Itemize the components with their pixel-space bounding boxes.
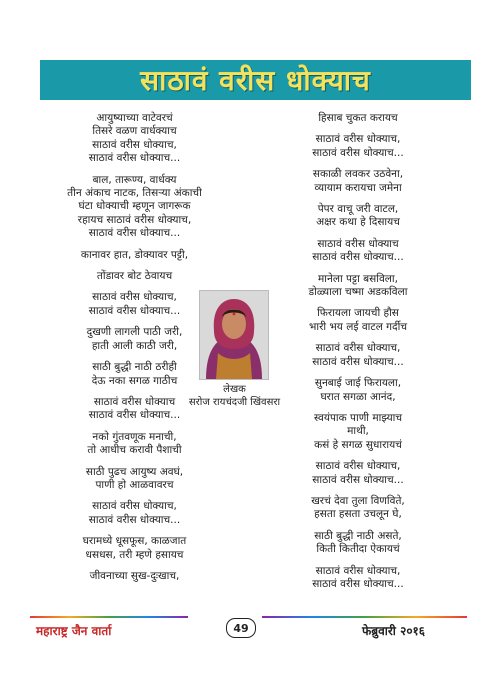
author-credit — [182, 383, 287, 409]
poem-stanza — [52, 535, 217, 562]
poem-line: साठावं वरीस धोक्याच... — [88, 152, 181, 165]
poem-line: साठावं वरीस धोक्याच — [93, 395, 176, 408]
page-number: 49 — [226, 618, 256, 638]
poem-line: साठावं वरीस धोक्याच... — [88, 513, 181, 526]
poem-line: साठावं वरीस धोक्याच... — [312, 355, 404, 368]
poem-line: साठावं वरीस धोक्याच, — [92, 138, 177, 151]
poem-line: साठी बुद्धी नाठी ठरीही — [92, 361, 177, 374]
poem-line: हाती आली काठी जरी, — [91, 339, 178, 352]
poem-line: साठावं वरीस धोक्याच, — [315, 342, 401, 355]
poem-line: घरामध्ये धूसफूस, काळजात — [82, 535, 187, 548]
poem-stanza — [268, 495, 448, 522]
poem-line: घंटा धोक्याची म्हणून जागरूक — [78, 200, 191, 213]
poem-stanza — [268, 530, 448, 557]
poem-line: साठावं वरीस धोक्याच... — [312, 251, 404, 264]
poem-stanza — [52, 249, 217, 262]
poem-stanza — [268, 377, 448, 404]
poem-line: साठावं वरीस धोक्याच... — [88, 304, 181, 317]
poem-line: साठावं वरीस धोक्याच... — [312, 577, 404, 590]
poem-stanza — [268, 307, 448, 334]
author-name: सरोज रायचंदजी खिंवसरा — [188, 397, 281, 408]
poem-line: साठावं वरीस धोक्याच... — [88, 227, 181, 240]
poem-line: साठी पुढच आयुष्य अवघं, — [85, 465, 184, 478]
publication-name: महाराष्ट्र जैन वार्ता — [36, 624, 112, 638]
poem-stanza — [268, 133, 448, 160]
poem-stanza — [52, 174, 217, 241]
poem-left-column — [52, 112, 217, 591]
poem-line: खरचं देवा तुला विणविते, — [311, 494, 405, 507]
poem-line: भारी भय लई वाटल गर्दीच — [308, 320, 408, 333]
poem-stanza — [268, 203, 448, 230]
poem-right-column — [268, 112, 448, 599]
poem-line: जीवनाच्या सुख-दुःखाच, — [89, 569, 180, 582]
poem-stanza — [52, 500, 217, 527]
poem-line: नको गुंतवणूक मनाची, — [92, 430, 177, 443]
poem-stanza — [52, 291, 217, 318]
poem-line: तो आधीच करावी पैशाची — [87, 444, 182, 457]
poem-line: तीन अंकाच नाटक, तिसऱ्या अंकाची — [67, 187, 202, 200]
poem-line: देऊ नका सगळ गाठीच — [91, 374, 178, 387]
poem-stanza — [52, 326, 217, 353]
poem-line: सकाळी लवकर उठवेना, — [312, 168, 404, 181]
poem-line: व्यायाम करायचा जमेना — [314, 181, 402, 194]
poem-line: रहायच साठावं वरीस धोक्याच, — [77, 213, 192, 226]
footer-divider-right — [262, 616, 467, 618]
footer-divider-left — [30, 616, 188, 618]
poem-line: तिसरे वळण वार्धक्याच — [92, 125, 177, 138]
poem-stanza — [268, 412, 448, 452]
poem-line: घरात सगळा आनंद, — [320, 390, 396, 403]
poem-line: साठावं वरीस धोक्याच, — [92, 291, 177, 304]
poem-line: डोळ्याला चष्मा अडकविला — [308, 286, 408, 299]
poem-stanza — [52, 466, 217, 493]
title-banner — [40, 60, 471, 100]
poem-stanza — [268, 565, 448, 592]
poem-line: आयुष्याच्या वाटेवरचं — [96, 112, 173, 124]
poem-line: दुखणी लागली पाठी जरी, — [86, 326, 183, 339]
poem-stanza — [52, 570, 217, 583]
poem-line: साठावं वरीस धोक्याच... — [312, 146, 404, 159]
poem-line: हिसाब चुकत करायच — [318, 112, 398, 124]
poem-title: साठावं वरीस धोक्याच — [140, 64, 371, 97]
poem-line: मानेला पट्टा बसविला, — [318, 272, 398, 285]
poem-line: साठी बुद्धी नाठी असते, — [314, 529, 402, 542]
poem-stanza — [52, 270, 217, 283]
poem-line: धसधस, तरी म्हणे हसायच — [85, 548, 184, 561]
author-label: लेखक — [223, 384, 246, 395]
poem-line: साठावं वरीस धोक्याच — [317, 237, 399, 250]
author-photo — [199, 290, 269, 380]
poem-line: हसता हसता उचलून घे, — [314, 508, 402, 521]
poem-stanza — [268, 460, 448, 487]
poem-line: कानावर हात, डोक्यावर पट्टी, — [80, 248, 189, 261]
poem-line: माथी, — [347, 425, 369, 438]
poem-line: साठावं वरीस धोक्याच, — [315, 460, 401, 473]
poem-line: साठावं वरीस धोक्याच... — [312, 473, 404, 486]
poem-stanza — [52, 112, 217, 166]
poem-stanza — [268, 168, 448, 195]
poem-line: सुनबाई जाई फिरायला, — [314, 377, 402, 390]
poem-line: साठावं वरीस धोक्याच, — [92, 500, 177, 513]
poem-line: साठावं वरीस धोक्याच, — [315, 133, 401, 146]
poem-line: साठावं वरीस धोक्याच... — [88, 409, 181, 422]
poem-line: स्वयंपाक पाणी माझ्याच — [313, 411, 403, 424]
poem-line: पेपर वाचू जरी वाटल, — [317, 203, 399, 216]
poem-line: बाल, तारूण्य, वार्धक्य — [92, 173, 177, 186]
poem-line: साठावं वरीस धोक्याच, — [315, 564, 401, 577]
poem-line: पाणी हो आळवावरच — [95, 478, 174, 491]
poem-line: फिरायला जायची हौस — [317, 307, 399, 320]
poem-line: कसं हे सगळ सुधारायचं — [314, 438, 402, 451]
poem-stanza — [52, 431, 217, 458]
poem-stanza — [268, 238, 448, 265]
issue-date: फेब्रुवारी २०१६ — [362, 624, 426, 638]
poem-stanza — [268, 273, 448, 300]
poem-stanza — [268, 342, 448, 369]
poem-stanza — [268, 112, 448, 125]
poem-line: तोंडावर बोट ठेवायच — [96, 270, 173, 283]
poem-line: किती कितीदा ऐकायचं — [316, 543, 400, 556]
poem-line: अक्षर कथा हे दिसायच — [316, 216, 400, 229]
